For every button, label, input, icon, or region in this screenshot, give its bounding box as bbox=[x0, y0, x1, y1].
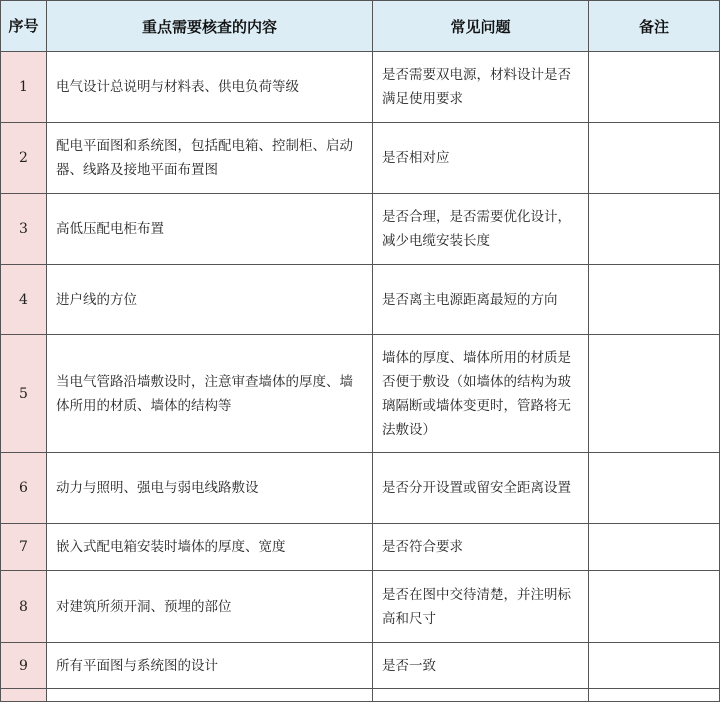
row-issue: 墙体的厚度、墙体所用的材质是否便于敷设（如墙体的结构为玻璃隔断或墙体变更时，管路将无法敷设） bbox=[373, 335, 589, 453]
row-issue: 是否一致 bbox=[373, 643, 589, 689]
row-content: 电气设计总说明与材料表、供电负荷等级 bbox=[47, 52, 373, 123]
row-issue: 是否离主电源距离最短的方向 bbox=[373, 265, 589, 335]
table-row bbox=[1, 571, 720, 643]
header-notes: 备注 bbox=[589, 1, 720, 52]
table-row bbox=[1, 265, 720, 335]
row-content: 进户线的方位 bbox=[47, 265, 373, 335]
row-content: 当电气管路沿墙敷设时，注意审查墙体的厚度、墙体所用的材质、墙体的结构等 bbox=[47, 335, 373, 453]
row-issue: 是否在图中交待清楚，并注明标高和尺寸 bbox=[373, 571, 589, 643]
row-num: 4 bbox=[1, 265, 47, 335]
table-row bbox=[1, 52, 720, 123]
table-row-partial bbox=[1, 689, 720, 702]
row-note bbox=[589, 571, 720, 643]
row-num: 6 bbox=[1, 453, 47, 524]
header-num: 序号 bbox=[1, 1, 47, 52]
row-num: 3 bbox=[1, 194, 47, 265]
table-row bbox=[1, 194, 720, 265]
row-issue: 是否符合要求 bbox=[373, 524, 589, 571]
row-note bbox=[589, 52, 720, 123]
table-row bbox=[1, 524, 720, 571]
row-issue: 是否合理，是否需要优化设计，减少电缆安装长度 bbox=[373, 194, 589, 265]
row-num: 1 bbox=[1, 52, 47, 123]
row-num: 2 bbox=[1, 123, 47, 194]
row-note bbox=[589, 265, 720, 335]
row-note bbox=[589, 643, 720, 689]
row-content: 配电平面图和系统图，包括配电箱、控制柜、启动器、线路及接地平面布置图 bbox=[47, 123, 373, 194]
header-row bbox=[1, 1, 720, 52]
row-num: 7 bbox=[1, 524, 47, 571]
row-num: 8 bbox=[1, 571, 47, 643]
row-content: 高低压配电柜布置 bbox=[47, 194, 373, 265]
row-note bbox=[589, 194, 720, 265]
row-content: 嵌入式配电箱安装时墙体的厚度、宽度 bbox=[47, 524, 373, 571]
row-note-partial bbox=[589, 689, 720, 702]
row-num-partial bbox=[1, 689, 47, 702]
row-note bbox=[589, 335, 720, 453]
row-content: 对建筑所须开洞、预埋的部位 bbox=[47, 571, 373, 643]
header-issues: 常见问题 bbox=[373, 1, 589, 52]
row-issue-partial bbox=[373, 689, 589, 702]
row-num: 5 bbox=[1, 335, 47, 453]
row-content: 动力与照明、强电与弱电线路敷设 bbox=[47, 453, 373, 524]
table-row bbox=[1, 453, 720, 524]
header-content: 重点需要核查的内容 bbox=[47, 1, 373, 52]
row-note bbox=[589, 524, 720, 571]
row-content-partial bbox=[47, 689, 373, 702]
table-row bbox=[1, 123, 720, 194]
row-content: 所有平面图与系统图的设计 bbox=[47, 643, 373, 689]
row-num: 9 bbox=[1, 643, 47, 689]
row-issue: 是否分开设置或留安全距离设置 bbox=[373, 453, 589, 524]
row-note bbox=[589, 453, 720, 524]
row-note bbox=[589, 123, 720, 194]
row-issue: 是否需要双电源，材料设计是否满足使用要求 bbox=[373, 52, 589, 123]
table-row bbox=[1, 335, 720, 453]
row-issue: 是否相对应 bbox=[373, 123, 589, 194]
table-row bbox=[1, 643, 720, 689]
